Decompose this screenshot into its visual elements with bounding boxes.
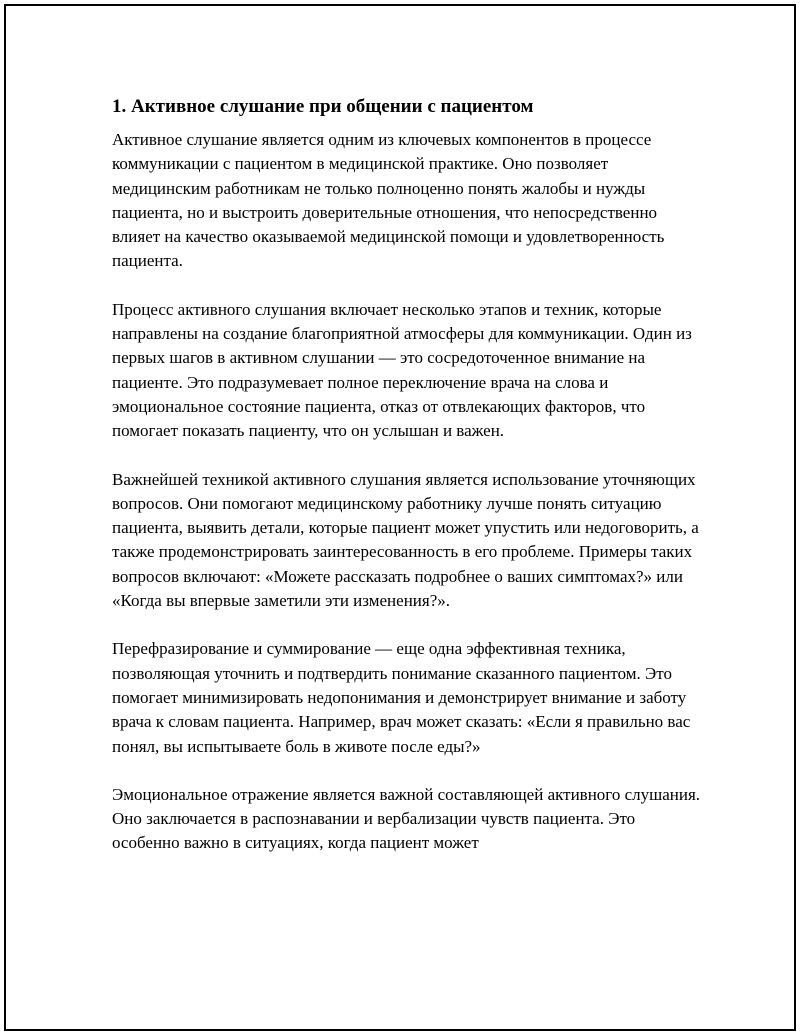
paragraph-process: Процесс активного слушания включает несколько этапов и техник, которые направлены на создание благоприятной атмосферы для коммуникации. Один из первых шагов в активном слушании — это сосредоточенное внимание на пациенте. Это подразумевает полное переключение врача на слова и эмоциональное состояние пациента, отказ от отвлекающих факторов, что помогает показать пациенту, что он услышан и важен. xyxy=(112,299,692,441)
document-body xyxy=(112,90,702,880)
paragraph-paraphrasing: Перефразирование и суммирование — еще одна эффективная техника, позволяющая уточнить и подтвердить понимание сказанного пациентом. Это помогает минимизировать недопонимания и демонстрирует внимание и заботу врача к словам пациента. Например, врач может сказать: «Если я правильно вас понял, вы испытываете боль в животе после еды?» xyxy=(112,639,691,756)
paragraph-emotional-reflection: Эмоциональное отражение является важной составляющей активного слушания. Оно заключается в распознавании и вербализации чувств пациента. Это особенно важно в ситуациях, когда пациент может xyxy=(112,784,701,853)
paragraph-questions: Важнейшей техникой активного слушания является использование уточняющих вопросов. Они помогают медицинскому работнику лучше понять ситуацию пациента, выявить детали, которые пациент может упустить или недоговорить, а также продемонстрировать заинтересованность в его проблеме. Примеры таких вопросов включают: «Можете рассказать подробнее о ваших симптомах?» или «Когда вы впервые заметили эти изменения?». xyxy=(112,469,699,611)
paragraph-intro: Активное слушание является одним из ключевых компонентов в процессе коммуникации с пациентом в медицинской практике. Оно позволяет медицинским работникам не только полноценно понять жалобы и нужды пациента, но и выстроить доверительные отношения, что непосредственно влияет на качество оказываемой медицинской помощи и удовлетворенность пациента. xyxy=(112,130,665,271)
section-heading: 1. Активное слушание при общении с пациентом xyxy=(112,96,534,117)
